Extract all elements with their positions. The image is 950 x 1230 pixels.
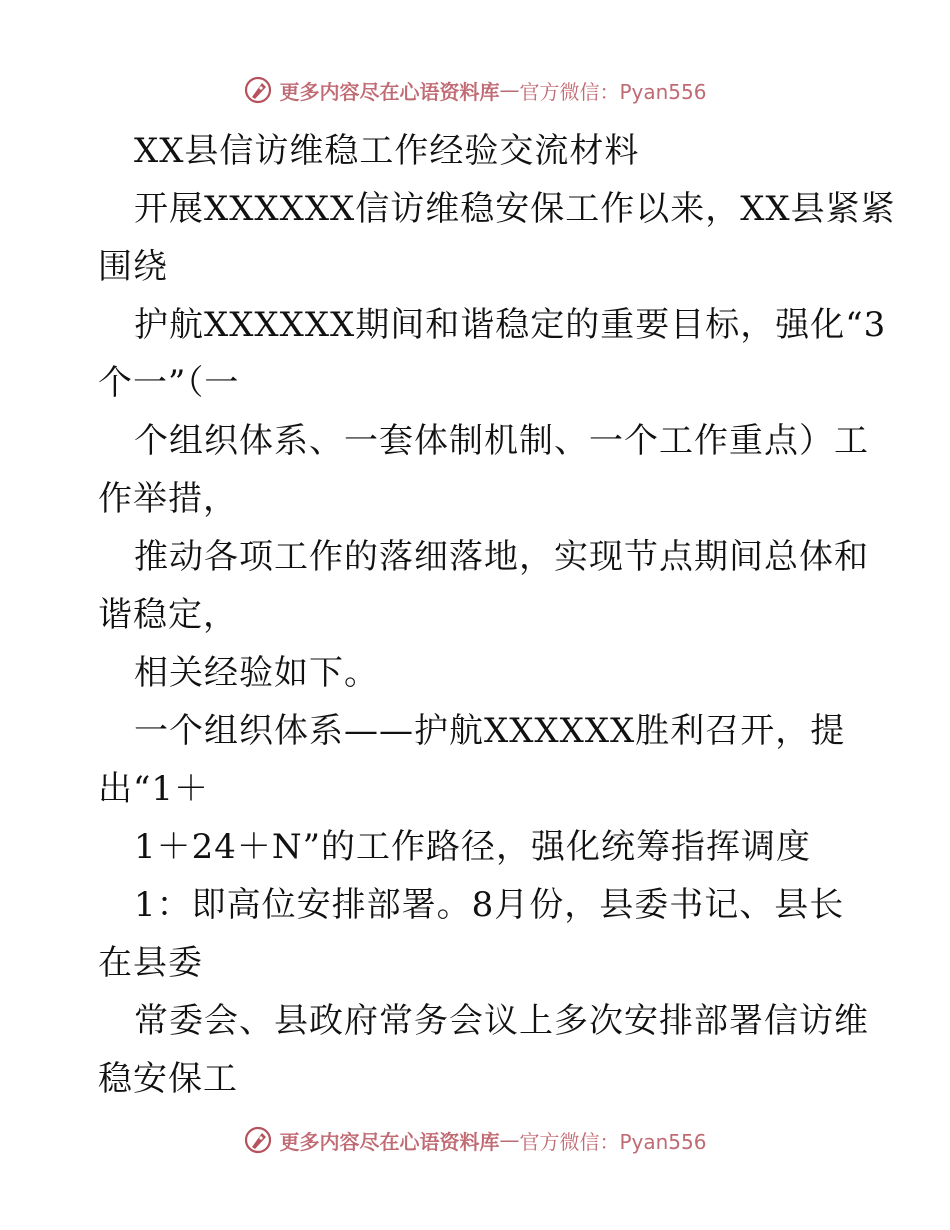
- text-line: 在县委: [98, 943, 203, 983]
- text-line: 一个组织体系——护航XXXXXX胜利召开，提: [134, 711, 846, 751]
- text-line: 个一”（一: [98, 363, 240, 403]
- text-line: 围绕: [98, 247, 168, 287]
- text-line: 个组织体系、一套体制机制、一个工作重点）工: [134, 421, 869, 461]
- pen-nib-logo-icon: [243, 75, 273, 105]
- text-line: 1＋24＋N”的工作路径，强化统筹指挥调度: [134, 827, 812, 867]
- text-line: 稳安保工: [98, 1059, 238, 1099]
- watermark-suffix-text: 官方微信：Pyan556: [519, 79, 707, 104]
- document-title: XX县信访维稳工作经验交流材料: [134, 131, 640, 171]
- watermark-main-text: 更多内容尽在心语资料库: [279, 79, 500, 104]
- pen-nib-logo-icon: [243, 1125, 273, 1155]
- footer-watermark: [0, 1120, 950, 1160]
- watermark-suffix-text: 官方微信：Pyan556: [519, 1129, 707, 1154]
- text-line: 相关经验如下。: [134, 653, 379, 693]
- text-line: 开展XXXXXX信访维稳安保工作以来，XX县紧紧: [134, 189, 896, 229]
- watermark-separator: —: [499, 78, 520, 102]
- watermark-main-text: 更多内容尽在心语资料库: [279, 1129, 500, 1154]
- text-line: 谐稳定，: [98, 595, 238, 635]
- text-line: 作举措，: [98, 479, 238, 519]
- text-line: 护航XXXXXX期间和谐稳定的重要目标，强化“3: [134, 305, 887, 345]
- text-line: 常委会、县政府常务会议上多次安排部署信访维: [134, 1001, 869, 1041]
- text-line: 出“1＋: [98, 769, 210, 809]
- text-line: 推动各项工作的落细落地，实现节点期间总体和: [134, 537, 869, 577]
- document-body: [98, 122, 896, 1108]
- header-watermark: [0, 70, 950, 110]
- text-line: 1：即高位安排部署。8月份，县委书记、县长: [134, 885, 845, 925]
- watermark-separator: —: [499, 1128, 520, 1152]
